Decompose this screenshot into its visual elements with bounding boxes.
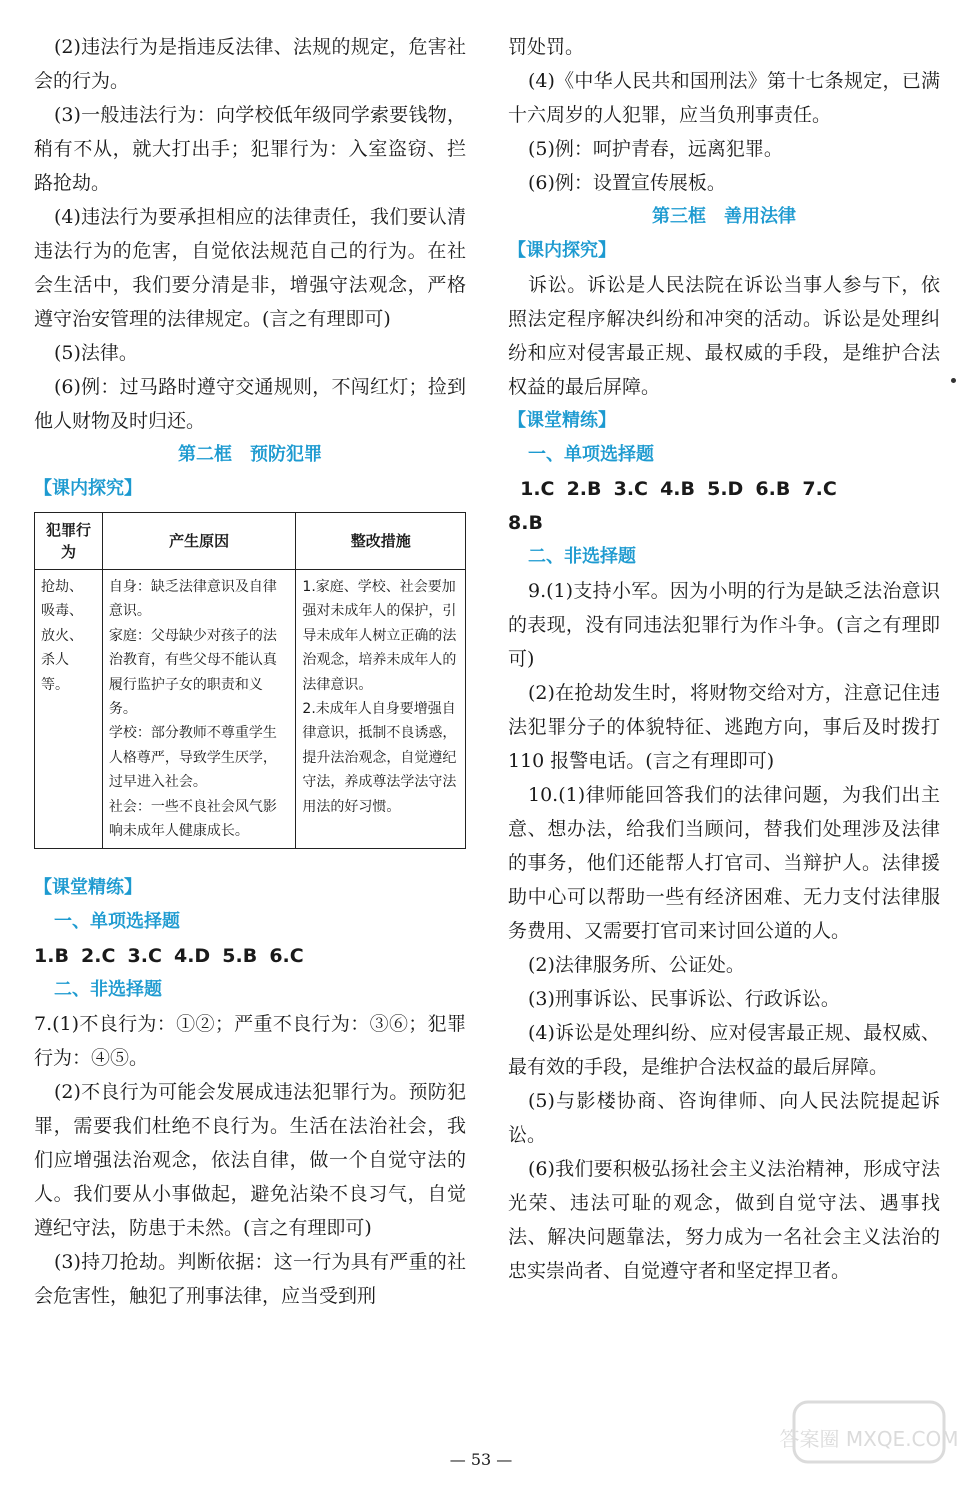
answer-paragraph: (6)例：设置宣传展板。 [528, 172, 726, 194]
answer-paragraph: (4)《中华人民共和国刑法》第十七条规定，已满十六周岁的人犯罪，应当负刑事责任。 [508, 70, 940, 126]
single-choice-heading: 一、单项选择题 [528, 444, 654, 465]
answer-paragraph: 9.(1)支持小军。因为小明的行为是缺乏法治意识的表现，没有同违法犯罪行为作斗争。(言之有理即可) [508, 580, 940, 670]
cause-society: 社会：一些不良社会风气影响未成年人健康成长。 [108, 798, 277, 840]
answer-row [34, 939, 466, 973]
answer-paragraph: (6)我们要积极弘扬社会主义法治精神，形成守法光荣、违法可耻的观念，做到自觉守法、遇事找法、解决问题靠法，努力成为一名社会主义法治的忠实崇尚者、自觉遵守者和坚定捍卫者。 [508, 1158, 940, 1282]
answer-row [508, 472, 940, 506]
answer-paragraph: (2)法律服务所、公证处。 [528, 954, 745, 976]
page-number: — 53 — [449, 1450, 513, 1469]
table-cell-cause [102, 570, 296, 849]
table-header-behavior: 犯罪行为 [35, 513, 103, 570]
answer-paragraph: (2)在抢劫发生时，将财物交给对方，注意记住违法犯罪分子的体貌特征、逃跑方向，事后及时拨打 110 报警电话。(言之有理即可) [508, 682, 940, 772]
measure-1: 1.家庭、学校、社会要加强对未成年人的保护，引导未成年人树立正确的法治观念，培养未成年人的法律意识。 [302, 579, 457, 693]
answer-item: 6.B [755, 478, 791, 500]
answer-item: 5.D [707, 478, 744, 500]
table-header-measures: 整改措施 [296, 513, 466, 570]
answer-item: 1.C [520, 478, 555, 500]
table-cell-behavior: 抢劫、吸毒、放火、杀人等。 [35, 570, 103, 849]
single-choice-heading: 一、单项选择题 [54, 911, 180, 933]
answer-paragraph: (3)持刀抢劫。判断依据：这一行为具有严重的社会危害性，触犯了刑事法律，应当受到刑 [34, 1251, 466, 1308]
left-column [34, 30, 466, 1313]
answer-paragraph: (2)不良行为可能会发展成违法犯罪行为。预防犯罪，需要我们杜绝不良行为。生活在法治社会，我们应增强法治观念，依法自律，做一个自觉守法的人。我们要从小事做起，避免沾染不良习气，自觉遵纪守法，防患于未然。(言之有理即可) [34, 1081, 466, 1240]
answer-item: 6.C [269, 945, 304, 968]
answer-item: 5.B [222, 945, 258, 968]
watermark-text: 答案圈 MXQE.COM [779, 1427, 959, 1451]
answer-item: 7.C [802, 478, 837, 500]
answer-paragraph: (6)例：过马路时遵守交通规则，不闯红灯；捡到他人财物及时归还。 [34, 376, 466, 432]
answer-item: 1.B [34, 945, 69, 968]
answer-item: 3.C [127, 945, 162, 968]
answer-paragraph: (3)一般违法行为：向学校低年级同学索要钱物，稍有不从，就大打出手；犯罪行为：入室盗窃、拦路抢劫。 [34, 104, 466, 194]
answer-item: 2.B [566, 478, 602, 500]
table-header-cause: 产生原因 [102, 513, 296, 570]
non-choice-heading: 二、非选择题 [528, 546, 636, 567]
right-column [508, 30, 940, 1288]
cause-family: 家庭：父母缺少对孩子的法治教育，有些父母不能认真履行监护子女的职责和义务。 [108, 627, 277, 718]
measure-2: 2.未成年人自身要增强自律意识，抵制不良诱惑，提升法治观念，自觉遵纪守法，养成尊法学法守法用法的好习惯。 [302, 701, 457, 815]
practice-heading: 【课堂精练】 [34, 877, 142, 899]
answer-paragraph: (2)违法行为是指违反法律、法规的规定，危害社会的行为。 [34, 36, 466, 92]
practice-heading: 【课堂精练】 [508, 410, 616, 431]
answer-paragraph: (3)刑事诉讼、民事诉讼、行政诉讼。 [528, 988, 840, 1010]
explore-heading: 【课内探究】 [34, 478, 142, 499]
cause-school: 学校：部分教师不尊重学生人格尊严，导致学生厌学，过早进入社会。 [108, 725, 277, 791]
section-title: 第二框 预防犯罪 [178, 444, 322, 465]
answer-paragraph: (4)诉讼是处理纠纷、应对侵害最正规、最权威、最有效的手段，是维护合法权益的最后屏障。 [508, 1022, 940, 1078]
answer-item: 8.B [508, 512, 543, 534]
margin-dot [951, 378, 956, 383]
table-cell-measures [296, 570, 466, 849]
explore-heading: 【课内探究】 [508, 240, 616, 261]
non-choice-heading: 二、非选择题 [54, 979, 162, 1001]
answer-paragraph: (5)例：呵护青春，远离犯罪。 [528, 138, 783, 160]
answer-paragraph: 罚处罚。 [508, 36, 585, 58]
section-title: 第三框 善用法律 [652, 206, 796, 227]
answer-item: 4.D [173, 945, 211, 968]
answer-paragraph: (5)与影楼协商、咨询律师、向人民法院提起诉讼。 [508, 1090, 940, 1146]
answer-paragraph: 10.(1)律师能回答我们的法律问题，为我们出主意、想办法，给我们当顾问，替我们处理涉及法律的事务，他们还能帮人打官司、当辩护人。法律援助中心可以帮助一些有经济困难、无力支付法律服务费用、又需要打官司来讨回公道的人。 [508, 784, 940, 942]
crime-table [34, 512, 466, 849]
answer-paragraph: 7.(1)不良行为：①②；严重不良行为：③⑥；犯罪行为：④⑤。 [34, 1013, 466, 1070]
answer-row [508, 506, 940, 540]
answer-paragraph: (4)违法行为要承担相应的法律责任，我们要认清违法行为的危害，自觉依法规范自己的行为。在社会生活中，我们要分清是非，增强守法观念，严格遵守治安管理的法律规定。(言之有理即可) [34, 206, 466, 330]
cause-self: 自身：缺乏法律意识及自律意识。 [108, 579, 277, 620]
answer-item: 3.C [613, 478, 648, 500]
answer-paragraph: 诉讼。诉讼是人民法院在诉讼当事人参与下，依照法定程序解决纠纷和冲突的活动。诉讼是处理纠纷和应对侵害最正规、最权威的手段，是维护合法权益的最后屏障。 [508, 274, 940, 398]
watermark-logo [779, 1398, 959, 1503]
answer-item: 2.C [81, 945, 116, 968]
answer-item: 4.B [660, 478, 695, 500]
answer-paragraph: (5)法律。 [54, 342, 138, 364]
